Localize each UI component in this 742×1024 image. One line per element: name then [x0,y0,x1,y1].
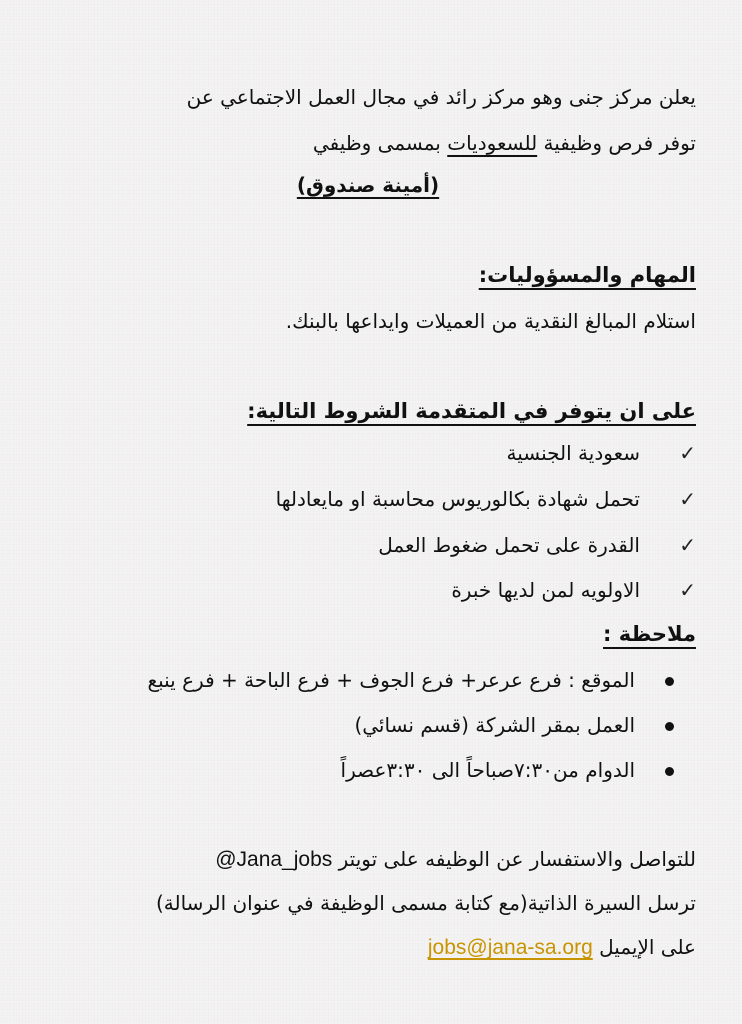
note-text: العمل بمقر الشركة (قسم نسائي) [354,713,635,737]
note-item [147,665,696,695]
intro-line-2-end: بمسمى وظيفي [312,131,448,155]
intro-line-2 [313,128,696,158]
bullet-icon [665,767,674,776]
note-text: الموقع : فرع عرعر+ فرع الجوف + فرع الباحة + فرع ينبع [147,668,635,692]
notes-heading: ملاحظة : [603,622,696,646]
contact-line-3 [428,932,696,963]
note-text: الدوام من٧:٣٠صباحاً الى ٣:٣٠عصراً [340,758,635,782]
contact-line-2 [156,888,696,918]
requirement-item [451,575,696,605]
bullet-icon [665,677,674,686]
contact-line-1 [215,844,696,875]
requirement-item [507,438,697,468]
requirement-item [378,530,696,560]
requirement-item [276,484,696,514]
note-item [354,710,696,740]
check-icon: ✓ [679,441,696,465]
check-icon: ✓ [679,578,696,602]
contact-line-2-text: ترسل السيرة الذاتية(مع كتابة مسمى الوظيفة في عنوان الرسالة) [155,891,696,915]
intro-line-1-text: يعلن مركز جنى وهو مركز رائد في مجال العمل الاجتماعي عن [186,85,696,109]
contact-line-1-text: للتواصل والاستفسار عن الوظيفه على تويتر [332,847,696,871]
bullet-icon [665,722,674,731]
check-icon: ✓ [679,487,696,511]
requirement-text: تحمل شهادة بكالوريوس محاسبة او مايعادلها [275,487,640,511]
job-title-text: (أمينة صندوق) [296,173,440,197]
duties-heading: المهام والمسؤوليات: [478,263,696,287]
twitter-handle-link[interactable]: @Jana_jobs [215,848,333,871]
job-title [40,170,696,200]
duties-text: استلام المبالغ النقدية من العميلات وايداعها بالبنك. [285,309,696,333]
requirement-text: سعودية الجنسية [506,441,640,465]
intro-line-1 [187,82,696,112]
email-link[interactable]: jobs@jana-sa.org [427,936,593,959]
intro-line-2-start: توفر فرص وظيفية [537,131,696,155]
requirements-heading: على ان يتوفر في المتقدمة الشروط التالية: [247,399,696,423]
requirement-text: الاولويه لمن لديها خبرة [451,578,640,602]
note-item [341,755,696,785]
intro-saudi-women: للسعوديات [447,131,538,155]
requirement-text: القدرة على تحمل ضغوط العمل [378,533,640,557]
contact-line-3-text: على الإيميل [592,935,696,959]
check-icon: ✓ [679,533,696,557]
